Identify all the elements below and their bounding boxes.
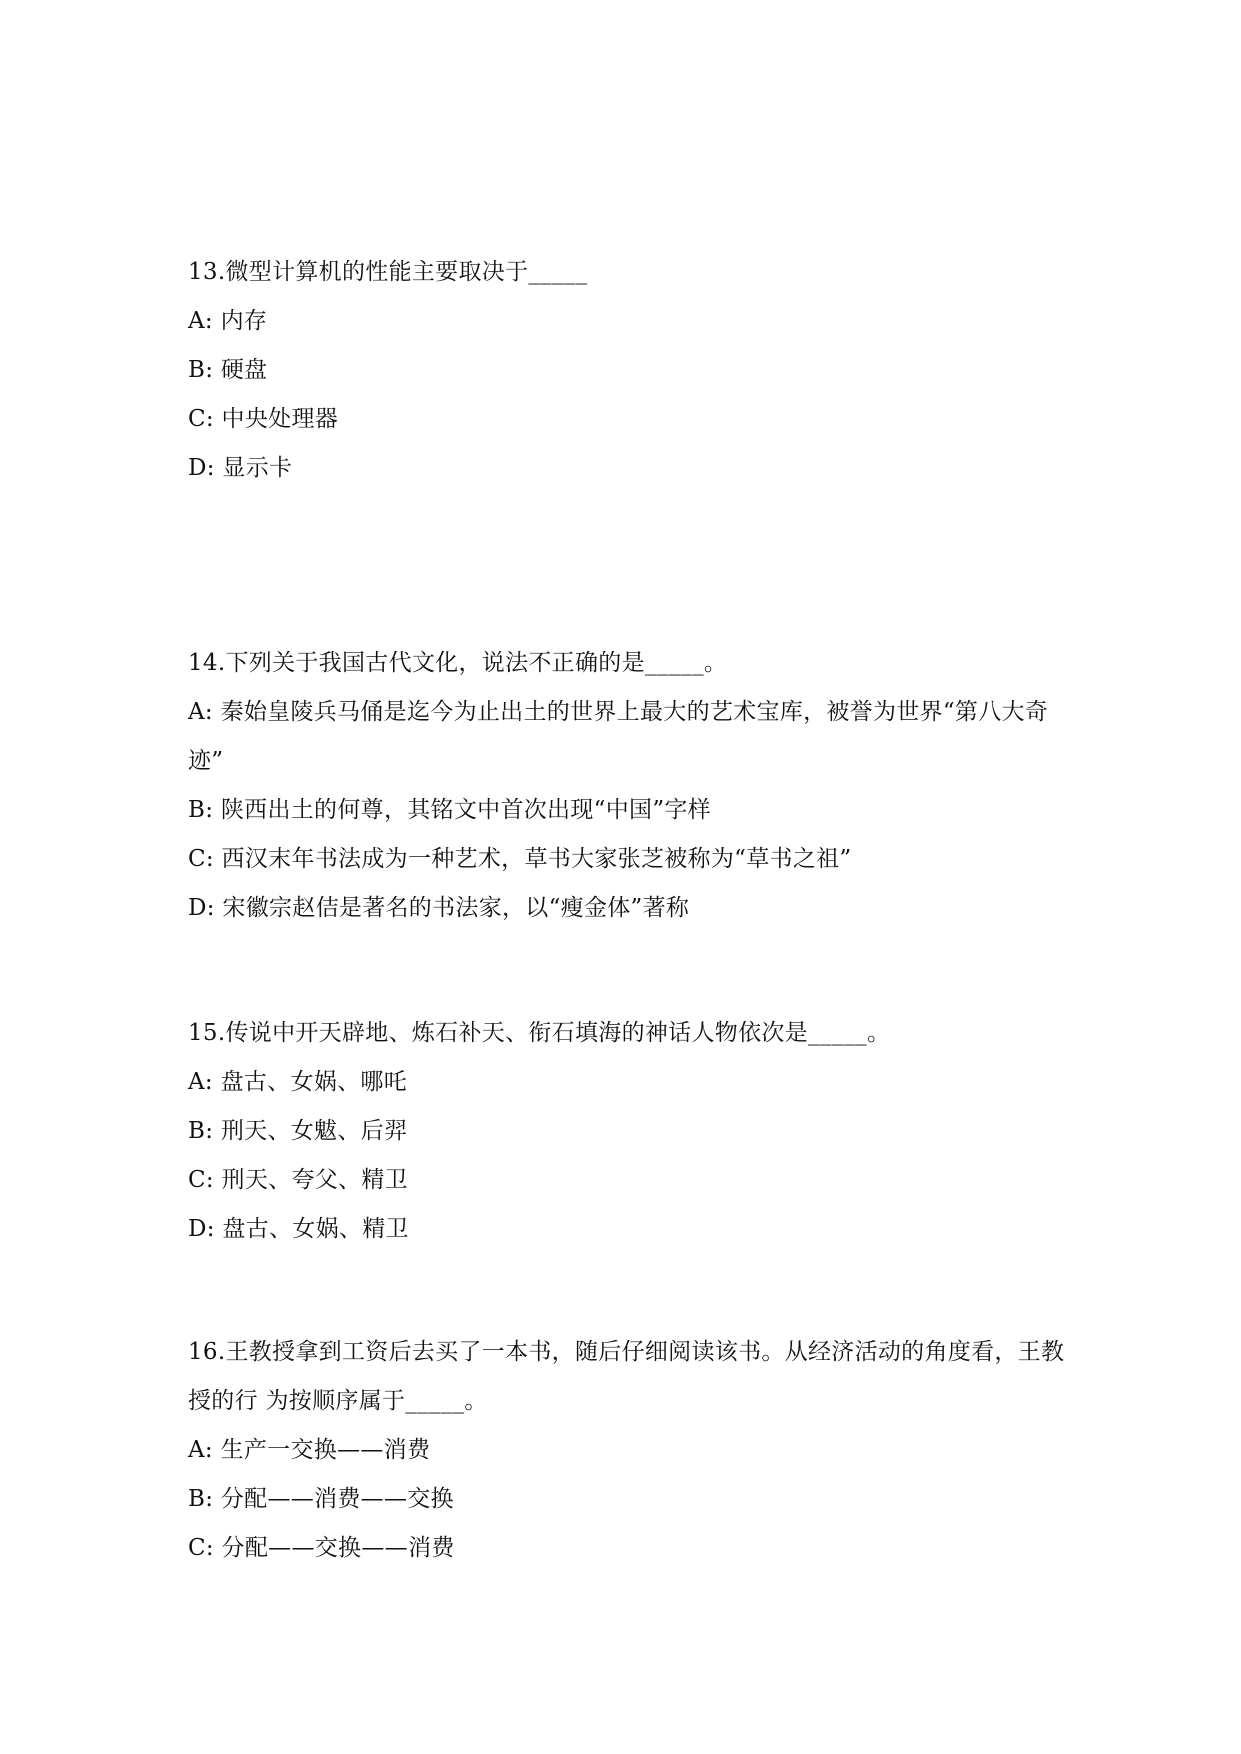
option-d: D: 宋徽宗赵佶是著名的书法家，以“瘦金体”著称 — [188, 895, 690, 921]
option-c: C: 刑天、夸父、精卫 — [188, 1167, 408, 1193]
option-c: C: 西汉末年书法成为一种艺术，草书大家张芝被称为“草书之祖” — [188, 846, 852, 872]
option-b: B: 刑天、女魃、后羿 — [188, 1118, 408, 1144]
question-16 — [188, 1328, 1068, 1573]
option-d: D: 显示卡 — [188, 455, 293, 481]
option-a: A: 生产一交换——消费 — [188, 1437, 431, 1463]
option-b: B: 硬盘 — [188, 357, 268, 383]
option-b: B: 陕西出土的何尊，其铭文中首次出现“中国”字样 — [188, 797, 711, 823]
option-a: A: 盘古、女娲、哪吒 — [188, 1069, 407, 1095]
option-b: B: 分配——消费——交换 — [188, 1486, 454, 1512]
option-c: C: 分配——交换——消费 — [188, 1535, 455, 1561]
option-a: A: 内存 — [188, 308, 268, 334]
question-stem: 16.王教授拿到工资后去买了一本书，随后仔细阅读该书。从经济活动的角度看，王教授的行 为按顺序属于_____。 — [188, 1339, 1065, 1414]
option-c: C: 中央处理器 — [188, 406, 339, 432]
option-a: A: 秦始皇陵兵马俑是迄今为止出土的世界上最大的艺术宝库，被誉为世界“第八大奇迹” — [188, 699, 1049, 774]
question-14 — [188, 639, 1068, 933]
question-stem: 13.微型计算机的性能主要取决于_____ — [188, 259, 588, 285]
question-stem: 15.传说中开天辟地、炼石补天、衔石填海的神话人物依次是_____。 — [188, 1020, 891, 1046]
question-13 — [188, 248, 1068, 493]
question-stem: 14.下列关于我国古代文化，说法不正确的是_____。 — [188, 650, 728, 676]
option-d: D: 盘古、女娲、精卫 — [188, 1216, 409, 1242]
question-15 — [188, 1009, 1068, 1254]
